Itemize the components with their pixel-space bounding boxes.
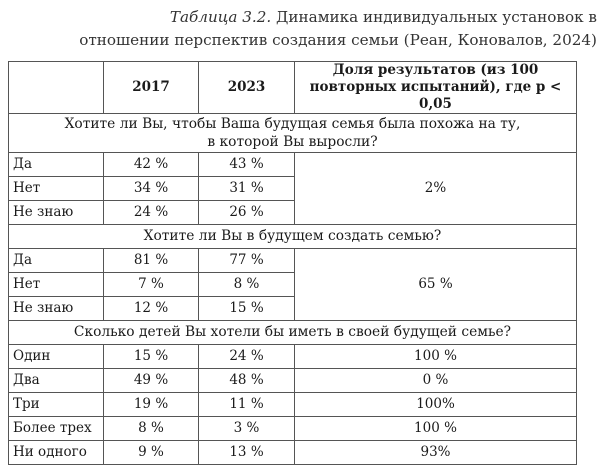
section-row	[9, 225, 577, 249]
value-2023: 11 %	[199, 393, 295, 417]
value-2023: 26 %	[199, 201, 295, 225]
value-2023: 31 %	[199, 177, 295, 201]
table-container	[8, 61, 576, 465]
table-caption	[77, 6, 597, 52]
header-cell-empty	[9, 62, 104, 114]
value-2017: 24 %	[104, 201, 199, 225]
row-label: Да	[9, 153, 104, 177]
value-2017: 42 %	[104, 153, 199, 177]
value-2017: 9 %	[104, 441, 199, 465]
value-2017: 81 %	[104, 249, 199, 273]
caption-label: Таблица 3.2.	[169, 8, 272, 26]
section-title-line2: в которой Вы выросли?	[207, 134, 378, 150]
section-title-line1: Хотите ли Вы, чтобы Ваша будущая семья была похожа на ту,	[64, 116, 521, 132]
share-value: 0 %	[295, 369, 577, 393]
value-2017: 19 %	[104, 393, 199, 417]
table-row	[9, 345, 577, 369]
table-row	[9, 249, 577, 273]
value-2023: 13 %	[199, 441, 295, 465]
caption-text: Динамика индивидуальных установок в отношении перспектив создания семьи (Реан, Коновалов, 2024)	[79, 8, 597, 49]
value-2017: 34 %	[104, 177, 199, 201]
table-row	[9, 393, 577, 417]
share-value: 100 %	[295, 345, 577, 369]
value-2023: 15 %	[199, 297, 295, 321]
row-label: Ни одного	[9, 441, 104, 465]
row-label: Нет	[9, 273, 104, 297]
row-label: Да	[9, 249, 104, 273]
row-label: Один	[9, 345, 104, 369]
header-row	[9, 62, 577, 114]
table-row	[9, 441, 577, 465]
value-2023: 77 %	[199, 249, 295, 273]
data-table	[8, 61, 577, 465]
row-label: Более трех	[9, 417, 104, 441]
table-row	[9, 417, 577, 441]
header-cell-2023: 2023	[199, 62, 295, 114]
row-label: Нет	[9, 177, 104, 201]
section-title: Хотите ли Вы в будущем создать семью?	[9, 225, 577, 249]
table-row	[9, 369, 577, 393]
section-row	[9, 114, 577, 153]
row-label: Два	[9, 369, 104, 393]
section-title: Сколько детей Вы хотели бы иметь в своей будущей семье?	[9, 321, 577, 345]
value-2017: 15 %	[104, 345, 199, 369]
section-title	[9, 114, 577, 153]
value-2023: 8 %	[199, 273, 295, 297]
value-2017: 8 %	[104, 417, 199, 441]
value-2017: 49 %	[104, 369, 199, 393]
value-2017: 7 %	[104, 273, 199, 297]
section-row	[9, 321, 577, 345]
share-value: 2%	[295, 153, 577, 225]
value-2023: 24 %	[199, 345, 295, 369]
table-row	[9, 153, 577, 177]
row-label: Не знаю	[9, 297, 104, 321]
value-2023: 48 %	[199, 369, 295, 393]
row-label: Три	[9, 393, 104, 417]
share-value: 100%	[295, 393, 577, 417]
row-label: Не знаю	[9, 201, 104, 225]
value-2023: 3 %	[199, 417, 295, 441]
header-cell-share: Доля результатов (из 100 повторных испытаний), где p < 0,05	[295, 62, 577, 114]
share-value: 100 %	[295, 417, 577, 441]
value-2023: 43 %	[199, 153, 295, 177]
share-value: 65 %	[295, 249, 577, 321]
value-2017: 12 %	[104, 297, 199, 321]
share-value: 93%	[295, 441, 577, 465]
header-cell-2017: 2017	[104, 62, 199, 114]
